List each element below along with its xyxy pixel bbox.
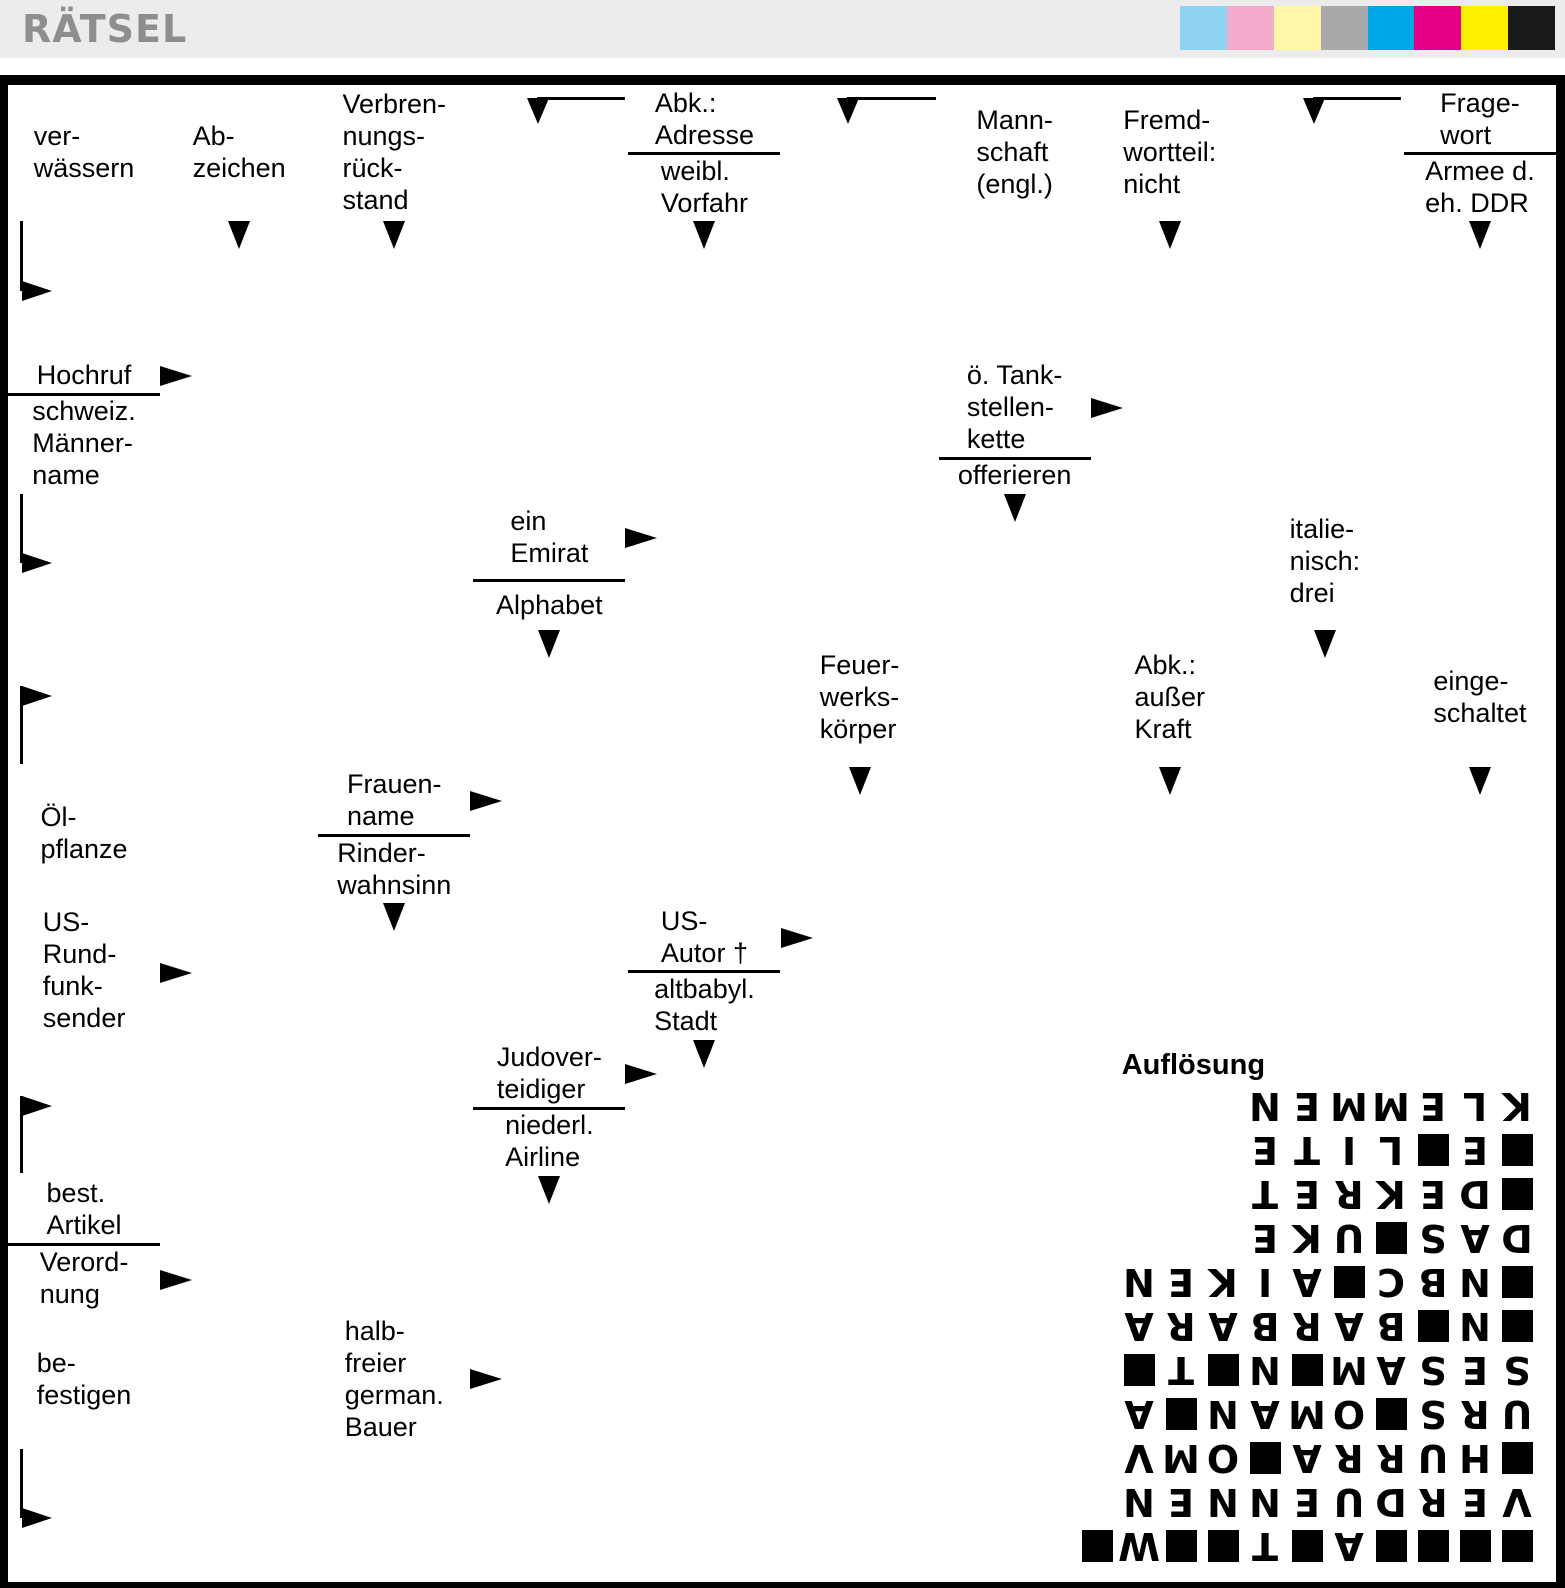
solution-letter: M [1162, 1435, 1200, 1480]
solution-block [1286, 1524, 1328, 1568]
solution-block [1076, 1524, 1118, 1568]
solution-letter: R [1166, 1303, 1196, 1348]
solution-block [1202, 1524, 1244, 1568]
clue-niederl-airline [473, 1110, 625, 1173]
grid-cell-r2-c4[interactable] [628, 358, 780, 491]
solution-letter: V [1124, 1435, 1154, 1480]
grid-cell-r4-c1[interactable] [163, 630, 315, 763]
solution-letter: T [1252, 1523, 1278, 1568]
solution-letter: V [1502, 1479, 1532, 1524]
solution-row [1118, 1304, 1538, 1348]
grid-cell-r6-c4[interactable] [628, 903, 780, 1036]
clue-text: niederl. Airline [505, 1110, 594, 1173]
grid-cell-r2-c0[interactable] [8, 358, 160, 491]
solution-letter: B [1418, 1259, 1448, 1304]
arrow-down-icon [693, 221, 715, 249]
clue-text: Mann- schaft (engl.) [976, 104, 1053, 199]
solution-block [1496, 1128, 1538, 1172]
clue-italienisch-drei [1249, 494, 1401, 627]
grid-cell-r4-c5[interactable] [784, 630, 936, 763]
grid-cell-r3-c1[interactable] [163, 494, 315, 627]
solution-letter: N [1249, 1347, 1281, 1392]
grid-cell-r2-c5[interactable] [784, 358, 936, 491]
grid-cell-r8-c2[interactable] [318, 1176, 470, 1309]
clue-text: US- Rund- funk- sender [42, 906, 126, 1033]
solution-letter: M [1372, 1083, 1410, 1128]
grid-cell-r0-c7[interactable] [1094, 85, 1246, 218]
solution-row [1118, 1480, 1538, 1524]
clue-abk-ausser-kraft [1094, 630, 1246, 763]
clue-befestigen [8, 1312, 160, 1445]
clue-us-autor [628, 903, 780, 970]
solution-block [1496, 1260, 1538, 1304]
solution-letter: M [1330, 1347, 1368, 1392]
grid-cell-r3-c4[interactable] [628, 494, 780, 627]
solution-block [1286, 1348, 1328, 1392]
solution-letter: L [1462, 1083, 1488, 1128]
solution-letter: A [1376, 1347, 1406, 1392]
grid-cell-r1-c8[interactable] [1249, 221, 1401, 354]
solution-letter: R [1334, 1435, 1364, 1480]
solution-block [1370, 1216, 1412, 1260]
clue-eingeschaltet [1404, 630, 1556, 763]
solution-letter: T [1252, 1171, 1278, 1216]
solution-letter: A [1292, 1259, 1322, 1304]
grid-cell-r1-c3[interactable] [473, 221, 625, 354]
solution-letter: U [1417, 1435, 1449, 1480]
clue-feuerwerkskoerper [784, 630, 936, 763]
color-swatch [1227, 6, 1274, 50]
color-calibration-bar [1180, 6, 1555, 50]
solution-row [1244, 1216, 1538, 1260]
solution-letter: T [1294, 1127, 1320, 1172]
grid-cell-r2-c9[interactable] [1404, 358, 1556, 491]
grid-cell-r10-c2[interactable] [318, 1449, 470, 1582]
solution-letter: E [1462, 1479, 1488, 1524]
solution-block [1160, 1392, 1202, 1436]
solution-letter: E [1462, 1127, 1488, 1172]
clue-text: Ab- zeichen [192, 120, 286, 183]
grid-cell-r3-c8[interactable] [1249, 494, 1401, 627]
solution-block [1496, 1304, 1538, 1348]
solution-block [1454, 1524, 1496, 1568]
solution-letter: W [1118, 1523, 1160, 1568]
grid-cell-r2-c3[interactable] [473, 358, 625, 491]
arrow-down-icon [1159, 767, 1181, 795]
solution-letter: I [1257, 1259, 1273, 1304]
arrow-right-icon [781, 928, 813, 948]
solution-letter: N [1459, 1303, 1491, 1348]
grid-cell-r0-c2[interactable] [318, 85, 470, 218]
solution-block [1412, 1524, 1454, 1568]
arrow-down-icon [1469, 221, 1491, 249]
clue-oelpflanze [8, 767, 160, 900]
grid-cell-r7-c1[interactable] [163, 1040, 315, 1173]
clue-text: Feuer- werks- körper [819, 650, 900, 745]
clue-text: be- festigen [36, 1347, 132, 1410]
clue-text: best. Artikel [46, 1178, 122, 1241]
color-swatch [1180, 6, 1227, 50]
solution-letter: N [1249, 1083, 1281, 1128]
grid-cell-r9-c6[interactable] [939, 1312, 1091, 1445]
clue-text: Abk.: Adresse [654, 87, 754, 150]
clue-mannschaft [939, 85, 1091, 218]
solution-letter: S [1419, 1391, 1447, 1436]
solution-letter: B [1250, 1303, 1280, 1348]
grid-cell-r8-c6[interactable] [939, 1176, 1091, 1309]
grid-cell-r0-c6[interactable] [939, 85, 1091, 218]
grid-cell-r7-c2[interactable] [318, 1040, 470, 1173]
grid-cell-r1-c6[interactable] [939, 221, 1091, 354]
clue-text: Hochruf [36, 360, 132, 391]
solution-letter: U [1333, 1215, 1365, 1260]
grid-cell-r0-c4[interactable] [628, 85, 780, 218]
solution-block [1496, 1524, 1538, 1568]
solution-letter: E [1420, 1083, 1446, 1128]
solution-letter: E [1252, 1215, 1278, 1260]
elbow-arrow-down-icon [473, 85, 625, 218]
clue-abzeichen [163, 85, 315, 218]
solution-block [1412, 1128, 1454, 1172]
solution-letter: I [1341, 1127, 1357, 1172]
solution-block [1370, 1392, 1412, 1436]
grid-cell-r4-c2[interactable] [318, 630, 470, 763]
clue-hochruf [8, 358, 160, 393]
solution-letter: M [1288, 1391, 1326, 1436]
clue-halbfreier-bauer [318, 1312, 470, 1445]
grid-cell-r0-c0[interactable] [8, 85, 160, 218]
grid-cell-r7-c3[interactable] [473, 1040, 625, 1173]
solution-letter: A [1460, 1215, 1490, 1260]
color-swatch [1321, 6, 1368, 50]
solution-letter: K [1502, 1083, 1532, 1128]
clue-tankstellenkette [939, 358, 1091, 457]
solution-letter: A [1334, 1303, 1364, 1348]
clue-rinderwahnsinn [318, 837, 470, 900]
grid-cell-r5-c3[interactable] [473, 767, 625, 900]
arrow-down-icon [228, 221, 250, 249]
arrow-right-icon [470, 791, 502, 811]
clue-verwaessern [8, 85, 160, 218]
elbow-arrow-right-icon [8, 221, 160, 354]
clue-schweiz-maennername [8, 396, 160, 491]
solution-letter: E [1168, 1479, 1194, 1524]
elbow-arrow-right-icon [8, 1040, 160, 1173]
grid-cell-r8-c0[interactable] [8, 1176, 160, 1309]
crossword-board [0, 75, 1565, 1588]
arrow-down-icon [1159, 221, 1181, 249]
solution-block [1496, 1172, 1538, 1216]
grid-cell-r4-c6[interactable] [939, 630, 1091, 763]
solution-letter: S [1503, 1347, 1531, 1392]
solution-block [1370, 1524, 1412, 1568]
solution-letter: U [1333, 1479, 1365, 1524]
grid-cell-r9-c0[interactable] [8, 1312, 160, 1445]
grid-cell-r9-c5[interactable] [784, 1312, 936, 1445]
arrow-down-icon [693, 1040, 715, 1068]
clue-judoverteidiger [473, 1040, 625, 1107]
arrow-down-icon [1004, 494, 1026, 522]
grid-cell-r6-c3[interactable] [473, 903, 625, 1036]
grid-cell-r10-c5[interactable] [784, 1449, 936, 1582]
solution-letter: E [1168, 1259, 1194, 1304]
arrow-right-icon [1091, 398, 1123, 418]
arrow-down-icon [383, 903, 405, 931]
solution-letter: O [1332, 1391, 1366, 1436]
grid-cell-r2-c6[interactable] [939, 358, 1091, 491]
solution-block [1328, 1260, 1370, 1304]
solution-row [1118, 1392, 1538, 1436]
clue-ein-emirat [473, 494, 625, 579]
solution-letter: O [1206, 1435, 1240, 1480]
solution-letter: N [1459, 1259, 1491, 1304]
clue-best-artikel [8, 1176, 160, 1243]
color-swatch [1508, 6, 1555, 50]
solution-letter: S [1419, 1347, 1447, 1392]
solution-row [1244, 1084, 1538, 1128]
elbow-arrow-right-icon [8, 1449, 160, 1582]
solution-letter: D [1459, 1171, 1491, 1216]
grid-cell-r7-c5[interactable] [784, 1040, 936, 1173]
solution-letter: E [1462, 1347, 1488, 1392]
grid-cell-r9-c4[interactable] [628, 1312, 780, 1445]
solution-letter: N [1123, 1259, 1155, 1304]
arrow-down-icon [538, 1176, 560, 1204]
clue-text: ver- wässern [33, 120, 135, 183]
solution-letter: U [1501, 1391, 1533, 1436]
solution-block [1412, 1304, 1454, 1348]
solution-letter: A [1208, 1303, 1238, 1348]
grid-cell-r3-c3[interactable] [473, 494, 625, 627]
elbow-arrow-down-icon [784, 85, 936, 218]
arrow-right-icon [160, 366, 192, 386]
arrow-down-icon [1314, 630, 1336, 658]
solution-letter: C [1377, 1259, 1405, 1304]
solution-block [1244, 1436, 1286, 1480]
solution-letter: K [1208, 1259, 1238, 1304]
clue-verordnung [8, 1246, 160, 1309]
solution-letter: E [1252, 1127, 1278, 1172]
solution-letter: K [1376, 1171, 1406, 1216]
clue-fremdwortteil [1094, 85, 1246, 218]
crossword-grid [8, 85, 1556, 1582]
solution-letter: M [1330, 1083, 1368, 1128]
clue-text: Alphabet [496, 589, 603, 620]
grid-cell-r5-c8[interactable] [1249, 767, 1401, 900]
grid-cell-r5-c6[interactable] [939, 767, 1091, 900]
clue-text: Armee d. eh. DDR [1425, 155, 1535, 218]
solution-row [1118, 1348, 1538, 1392]
grid-cell-r8-c5[interactable] [784, 1176, 936, 1309]
solution-letter: E [1294, 1479, 1320, 1524]
grid-cell-r2-c2[interactable] [318, 358, 470, 491]
grid-cell-r6-c7[interactable] [1094, 903, 1246, 1036]
grid-cell-r5-c2[interactable] [318, 767, 470, 900]
grid-cell-r4-c4[interactable] [628, 630, 780, 763]
clue-alphabet [473, 582, 625, 627]
solution-block [1118, 1348, 1160, 1392]
solution-letter: R [1460, 1391, 1490, 1436]
solution-letter: S [1419, 1215, 1447, 1260]
clue-fragewort [1404, 85, 1556, 152]
clue-text: altbabyl. Stadt [654, 973, 755, 1036]
solution-letter: A [1250, 1391, 1280, 1436]
clue-text: Frauen- name [346, 769, 442, 832]
clue-text: Rinder- wahnsinn [337, 837, 452, 900]
clue-text: Judover- teidiger [496, 1042, 602, 1105]
color-swatch [1461, 6, 1508, 50]
clue-frauenname [318, 767, 470, 834]
clue-text: Frage- wort [1440, 87, 1520, 150]
clue-text: Fremd- wortteil: nicht [1123, 104, 1217, 199]
grid-cell-r10-c4[interactable] [628, 1449, 780, 1582]
solution-letter: A [1124, 1303, 1154, 1348]
solution-row [1244, 1128, 1538, 1172]
grid-cell-r4-c9[interactable] [1404, 630, 1556, 763]
arrow-down-icon [538, 630, 560, 658]
color-swatch [1274, 6, 1321, 50]
solution-title: Auflösung [1121, 1048, 1266, 1081]
grid-cell-r1-c5[interactable] [784, 221, 936, 354]
clue-text: Verbren- nungs- rück- stand [342, 88, 447, 215]
color-swatch [1414, 6, 1461, 50]
solution-block [1496, 1436, 1538, 1480]
grid-cell-r4-c7[interactable] [1094, 630, 1246, 763]
clue-text: schweiz. Männer- name [32, 396, 136, 491]
arrow-right-icon [160, 1270, 192, 1290]
elbow-arrow-right-icon [8, 494, 160, 627]
grid-cell-r6-c6[interactable] [939, 903, 1091, 1036]
clue-offerieren [939, 460, 1091, 491]
clue-text: ein Emirat [510, 505, 589, 568]
arrow-down-icon [1469, 767, 1491, 795]
solution-row [1118, 1436, 1538, 1480]
grid-cell-r8-c4[interactable] [628, 1176, 780, 1309]
solution-letter: N [1123, 1479, 1155, 1524]
solution-letter: N [1207, 1479, 1239, 1524]
clue-armee-ddr [1404, 155, 1556, 218]
clue-text: italie- nisch: drei [1289, 513, 1361, 608]
arrow-right-icon [625, 528, 657, 548]
elbow-arrow-right-icon [8, 630, 160, 763]
arrow-down-icon [849, 767, 871, 795]
solution-row [1244, 1172, 1538, 1216]
clue-us-rundfunksender [8, 903, 160, 1036]
clue-text: US- Autor † [660, 905, 748, 968]
clue-weibl-vorfahr [628, 155, 780, 218]
solution-panel [1094, 1040, 1556, 1582]
grid-cell-r6-c9[interactable] [1404, 903, 1556, 1036]
clue-altbabyl-stadt [628, 973, 780, 1036]
solution-letter: E [1420, 1171, 1446, 1216]
grid-cell-r0-c1[interactable] [163, 85, 315, 218]
grid-cell-r3-c5[interactable] [784, 494, 936, 627]
solution-letter: R [1334, 1171, 1364, 1216]
grid-cell-r10-c3[interactable] [473, 1449, 625, 1582]
grid-cell-r6-c8[interactable] [1249, 903, 1401, 1036]
solution-letter: N [1207, 1391, 1239, 1436]
solution-letter: D [1375, 1479, 1407, 1524]
solution-block [1202, 1348, 1244, 1392]
solution-letter: E [1294, 1171, 1320, 1216]
grid-cell-r5-c1[interactable] [163, 767, 315, 900]
clue-text: offerieren [957, 460, 1072, 491]
clue-abk-adresse [628, 85, 780, 152]
solution-letter: L [1378, 1127, 1404, 1172]
solution-letter: R [1418, 1479, 1448, 1524]
clue-text: Abk.: außer Kraft [1134, 650, 1205, 745]
grid-cell-r0-c9[interactable] [1404, 85, 1556, 218]
clue-text: Öl- pflanze [40, 802, 128, 865]
solution-letter: A [1334, 1523, 1364, 1568]
solution-row [1076, 1524, 1538, 1568]
grid-cell-r6-c5[interactable] [784, 903, 936, 1036]
solution-letter: N [1249, 1479, 1281, 1524]
arrow-right-icon [470, 1369, 502, 1389]
grid-cell-r3-c9[interactable] [1404, 494, 1556, 627]
clue-text: weibl. Vorfahr [660, 155, 748, 218]
solution-block [1160, 1524, 1202, 1568]
arrow-down-icon [383, 221, 405, 249]
grid-cell-r7-c6[interactable] [939, 1040, 1091, 1173]
solution-letter: K [1292, 1215, 1322, 1260]
arrow-right-icon [160, 963, 192, 983]
grid-cell-r9-c1[interactable] [163, 1312, 315, 1445]
solution-letter: E [1294, 1083, 1320, 1128]
clue-text: halb- freier german. Bauer [344, 1315, 444, 1442]
solution-letter: D [1501, 1215, 1533, 1260]
grid-cell-r5-c4[interactable] [628, 767, 780, 900]
grid-cell-r5-c0[interactable] [8, 767, 160, 900]
solution-row [1118, 1260, 1538, 1304]
grid-cell-r10-c1[interactable] [163, 1449, 315, 1582]
grid-cell-r6-c0[interactable] [8, 903, 160, 1036]
grid-cell-r3-c7[interactable] [1094, 494, 1246, 627]
clue-verbrennungsrueckstand [318, 85, 470, 218]
solution-letter: R [1376, 1435, 1406, 1480]
grid-cell-r2-c8[interactable] [1249, 358, 1401, 491]
clue-text: ö. Tank- stellen- kette [966, 360, 1063, 455]
page-title: RÄTSEL [22, 7, 188, 51]
header-bar [0, 0, 1565, 58]
color-swatch [1368, 6, 1415, 50]
solution-letter: T [1168, 1347, 1194, 1392]
elbow-arrow-down-icon [1249, 85, 1401, 218]
solution-letter: B [1376, 1303, 1406, 1348]
grid-cell-r9-c2[interactable] [318, 1312, 470, 1445]
clue-text: einge- schaltet [1433, 666, 1527, 729]
grid-cell-r10-c6[interactable] [939, 1449, 1091, 1582]
grid-cell-r2-c7[interactable] [1094, 358, 1246, 491]
arrow-right-icon [625, 1064, 657, 1084]
clue-text: Verord- nung [39, 1246, 129, 1309]
solution-letter: A [1292, 1435, 1322, 1480]
grid-cell-r3-c2[interactable] [318, 494, 470, 627]
solution-letter: R [1292, 1303, 1322, 1348]
solution-letter: H [1459, 1435, 1491, 1480]
solution-letter: A [1124, 1391, 1154, 1436]
